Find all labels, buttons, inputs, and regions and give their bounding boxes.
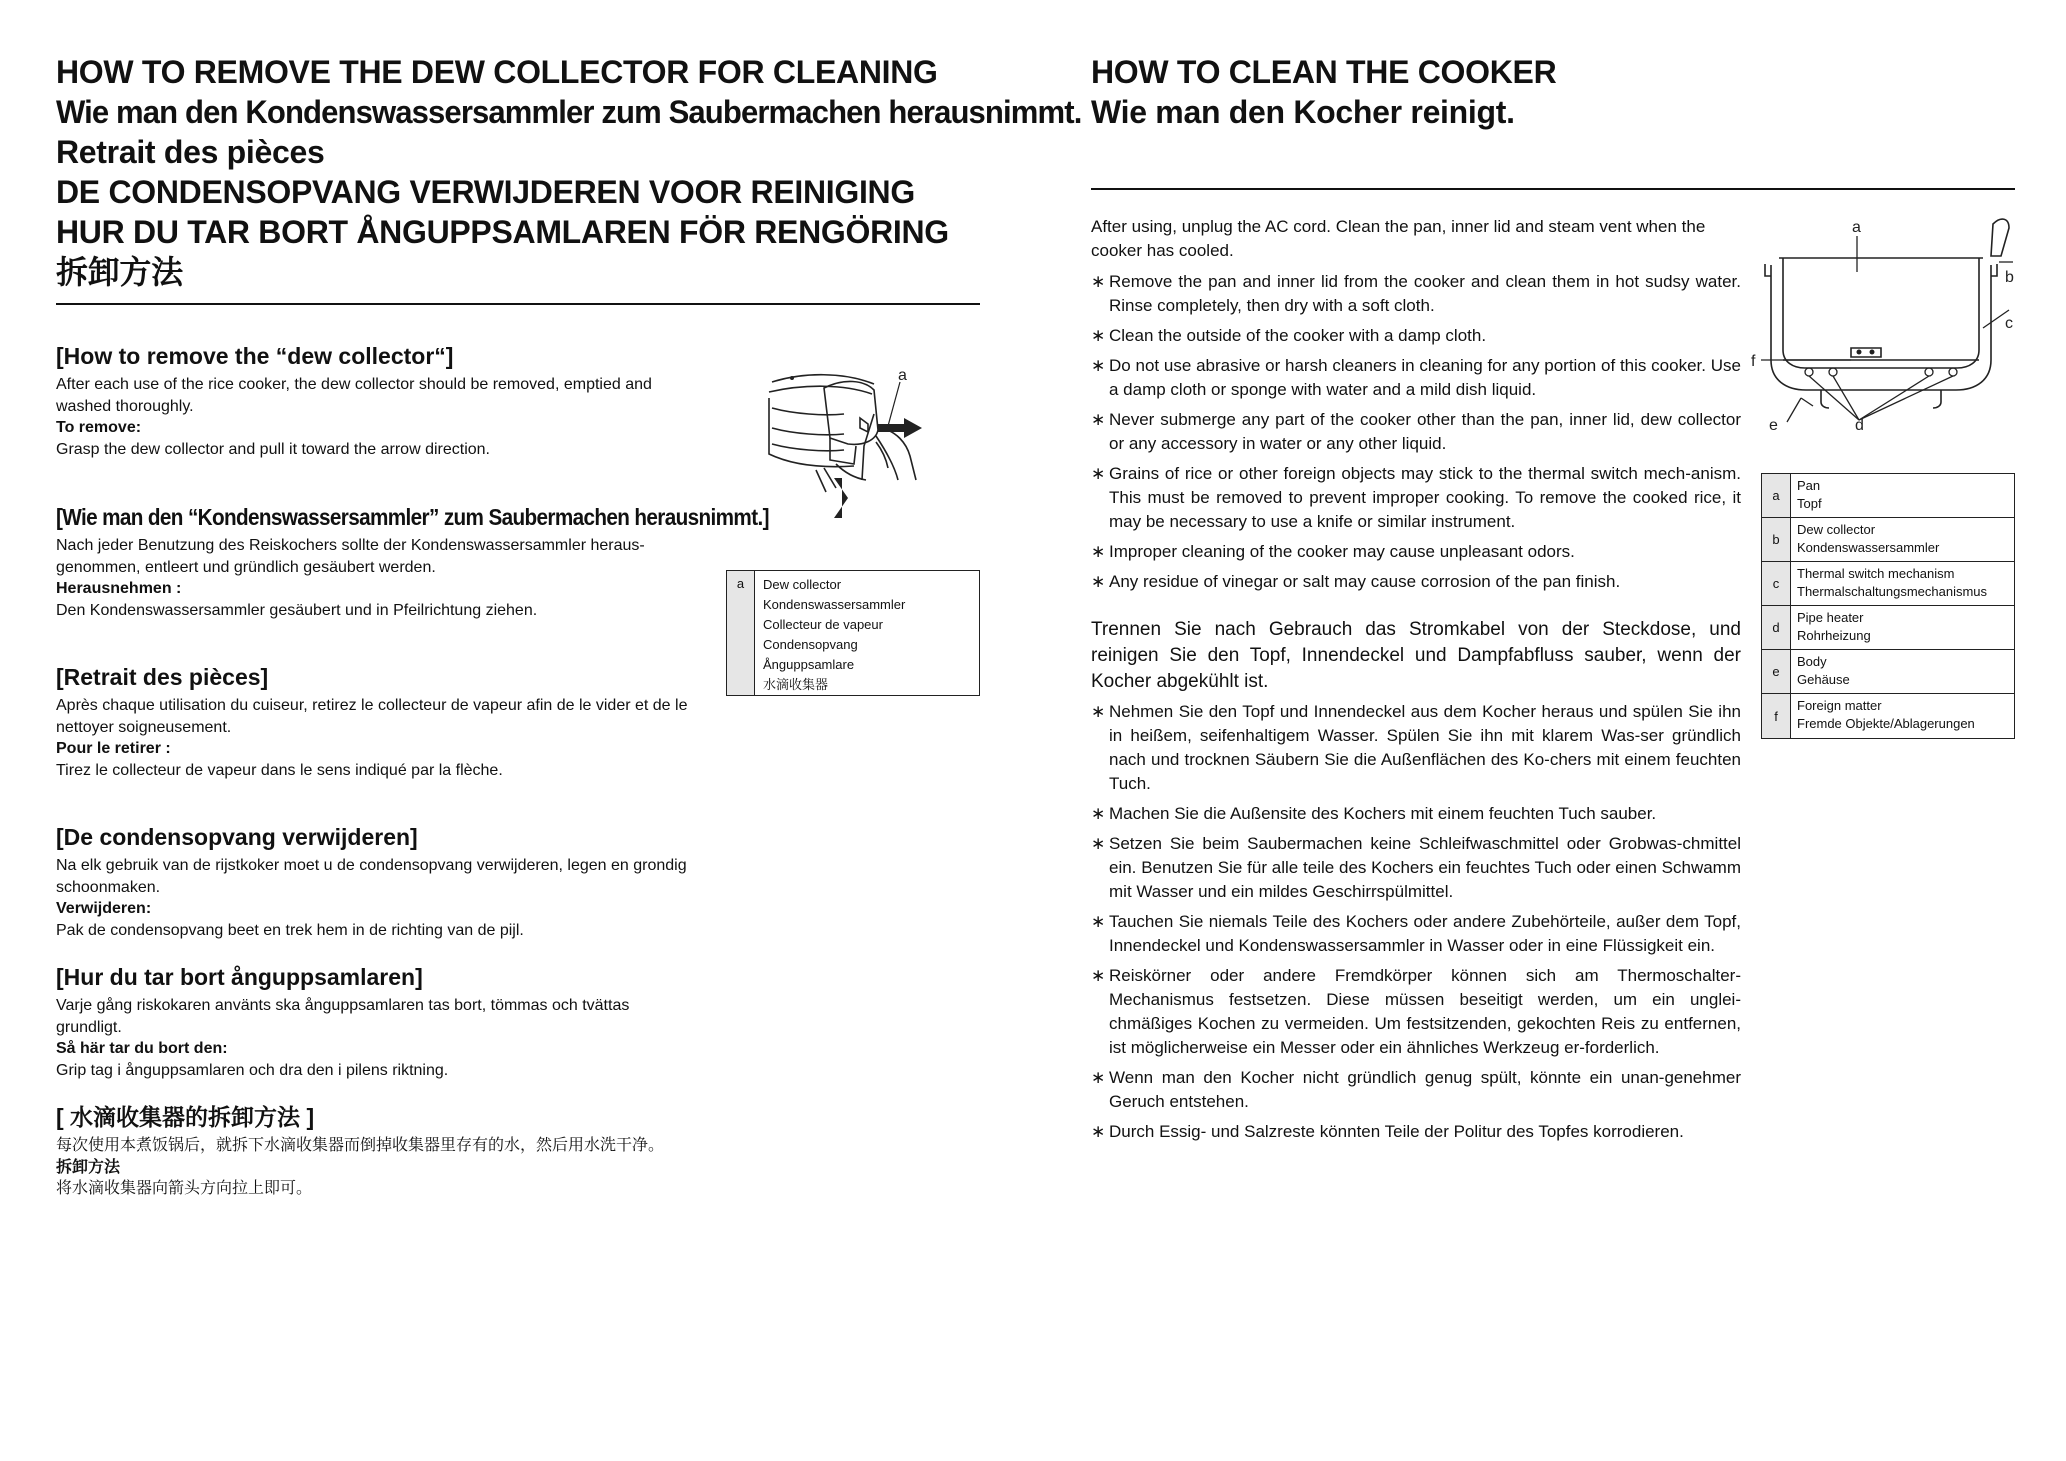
section-subheading: Så här tar du bort den: xyxy=(56,1040,228,1057)
section-body xyxy=(56,1135,696,1200)
section-body xyxy=(56,995,696,1081)
bullet-star-icon: ∗ xyxy=(1091,356,1106,375)
list-item: ∗ Any residue of vinegar or salt may cause corrosion of the pan finish. xyxy=(1091,570,1741,594)
section-de xyxy=(56,502,769,621)
bullet-star-icon: ∗ xyxy=(1091,410,1106,429)
part-names: Foreign matter Fremde Objekte/Ablagerungen xyxy=(1797,698,1975,731)
left-headings xyxy=(56,52,1082,292)
table-row xyxy=(1762,474,2014,518)
section-subheading: Pour le retirer : xyxy=(56,740,171,757)
legend-values xyxy=(755,571,913,695)
section-title: [ 水滴收集器的拆卸方法 ] xyxy=(56,1104,315,1130)
section-body xyxy=(56,855,696,941)
section-zh xyxy=(56,1102,696,1200)
heading-en: HOW TO REMOVE THE DEW COLLECTOR FOR CLEANING xyxy=(56,54,938,90)
list-item: ∗ Improper cleaning of the cooker may cause unpleasant odors. xyxy=(1091,540,1741,564)
table-row xyxy=(1762,694,2014,738)
intro-en: After using, unplug the AC cord. Clean the pan, inner lid and steam vent when the cooker has cooled. xyxy=(1091,217,1706,260)
legend-item: Condensopvang xyxy=(763,637,858,652)
intro-de: Trennen Sie nach Gebrauch das Stromkabel von der Steckdose, und reinigen Sie den Topf, Innendeckel und Dampfabfluss sauber, wenn der Kocher abgekühlt ist. xyxy=(1091,619,1741,692)
heading-sv: HUR DU TAR BORT ÅNGUPPSAMLAREN FÖR RENGÖRING xyxy=(56,214,949,250)
bullet-star-icon: ∗ xyxy=(1091,464,1106,483)
section-sv xyxy=(56,962,696,1081)
list-item: ∗ Reiskörner oder andere Fremdkörper können sich am Thermoschalter-Mechanismus festsetzen. Diese müssen beseitigt werden, um ein unglei-chmäßiges Kochen zu vermeiden. Um festsitzenden, gekochten Reis zu entfernen, ist möglicherweise ein Messer oder ein ähnliches Werkzeug er-forderlich. xyxy=(1091,966,1741,1057)
legend-key: a xyxy=(727,571,755,695)
bullet-star-icon: ∗ xyxy=(1091,542,1106,561)
bullets-en xyxy=(1091,270,1741,600)
parts-table xyxy=(1761,473,2015,739)
legend-item: Ånguppsamlare xyxy=(763,657,855,672)
part-names: Dew collector Kondenswassersammler xyxy=(1797,522,1940,555)
diagram-label-d: d xyxy=(1855,417,1864,434)
section-intro: Nach jeder Benutzung des Reiskochers sollte der Kondenswassersammler heraus-genommen, entleert und gründlich gesäubert werden. xyxy=(56,537,645,576)
list-item: ∗ Machen Sie die Außensite des Kochers mit einem feuchten Tuch sauber. xyxy=(1091,802,1741,826)
cooker-diagram xyxy=(1751,210,2015,436)
section-subheading: 拆卸方法 xyxy=(56,1158,121,1176)
bullet-star-icon: ∗ xyxy=(1091,326,1106,345)
section-title: [De condensopvang verwijderen] xyxy=(56,824,418,850)
diagram-label-b: b xyxy=(2005,269,2014,286)
diagram-label-a: a xyxy=(1852,219,1861,236)
legend-item: 水滴收集器 xyxy=(763,677,829,692)
section-en xyxy=(56,341,696,460)
table-row xyxy=(1762,606,2014,650)
section-title: [How to remove the “dew collector“] xyxy=(56,343,454,369)
section-intro: Après chaque utilisation du cuiseur, retirez le collecteur de vapeur afin de le vider et de le nettoyer soigneusement. xyxy=(56,697,688,736)
section-intro: Varje gång riskokaren använts ska ånguppsamlaren tas bort, tömmas och tvättas grundligt. xyxy=(56,997,630,1036)
section-intro: Na elk gebruik van de rijstkoker moet u de condensopvang verwijderen, legen en grondig schoonmaken. xyxy=(56,857,687,896)
bullet-star-icon: ∗ xyxy=(1091,272,1106,291)
part-names: Body Gehäuse xyxy=(1797,654,1850,687)
section-subheading: To remove: xyxy=(56,419,142,436)
bullet-star-icon: ∗ xyxy=(1091,966,1106,985)
legend-item: Dew collector xyxy=(763,577,842,592)
right-headings xyxy=(1091,52,2015,132)
list-item: ∗ Remove the pan and inner lid from the cooker and clean them in hot sudsy water. Rinse completely, then dry with a soft cloth. xyxy=(1091,272,1741,315)
legend-item: Collecteur de vapeur xyxy=(763,617,883,632)
bullet-star-icon: ∗ xyxy=(1091,702,1106,721)
list-item: ∗ Nehmen Sie den Topf und Innendeckel aus dem Kocher heraus und spülen Sie ihn in heißem, seifenhaltigem Wasser. Spülen Sie ihn mit klarem Was-ser gründlich nach und trocknen Säubern Sie die Außenflächen des Ko-chers mit einem feuchten Tuch. xyxy=(1091,702,1741,793)
part-names: Pan Topf xyxy=(1797,478,1822,511)
dew-collector-legend xyxy=(726,570,980,696)
table-row xyxy=(1762,562,2014,606)
grip-arrow-icon xyxy=(834,478,848,518)
section-body xyxy=(56,535,696,621)
section-title: [Wie man den “Kondenswassersammler” zum Saubermachen herausnimmt.] xyxy=(56,504,769,530)
section-nl xyxy=(56,822,696,941)
list-item: ∗ Tauchen Sie niemals Teile des Kochers oder andere Zubehörteile, außer dem Topf, Innendeckel und Kondenswassersammler in Wasser oder in eine Flüssigkeit ein. xyxy=(1091,912,1741,955)
list-item: ∗ Durch Essig- und Salzreste könnten Teile der Politur des Topfes korrodieren. xyxy=(1091,1120,1741,1144)
right-divider xyxy=(1091,188,2015,190)
list-item: ∗ Clean the outside of the cooker with a damp cloth. xyxy=(1091,324,1741,348)
list-item: ∗ Setzen Sie beim Saubermachen keine Schleifwaschmittel oder Grobwas-chmittel ein. Benutzen Sie für alle teile des Kochers ein feuchtes Tuch oder einen Schwamm mit Wasser und ein mildes Geschirrspülmittel. xyxy=(1091,834,1741,901)
heading-de: Wie man den Kocher reinigt. xyxy=(1091,94,1515,130)
part-key: c xyxy=(1762,562,1791,605)
section-title: [Hur du tar bort ånguppsamlaren] xyxy=(56,964,423,990)
bullet-star-icon: ∗ xyxy=(1091,1068,1106,1087)
section-intro: After each use of the rice cooker, the dew collector should be removed, emptied and washed thoroughly. xyxy=(56,376,652,415)
bullet-star-icon: ∗ xyxy=(1091,834,1106,853)
bullet-star-icon: ∗ xyxy=(1091,572,1106,591)
section-fr xyxy=(56,662,696,781)
table-row xyxy=(1762,650,2014,694)
list-item: ∗ Grains of rice or other foreign objects may stick to the thermal switch mech-anism. This must be removed to prevent improper cooking. To remove the cooked rice, it may be necessary to use a knife or similar instrument. xyxy=(1091,464,1741,531)
part-key: e xyxy=(1762,650,1791,693)
section-subheading: Herausnehmen : xyxy=(56,580,182,597)
diagram-label-f: f xyxy=(1751,353,1756,370)
list-item: ∗ Never submerge any part of the cooker other than the pan, inner lid, dew collector or any accessory in water or any other liquid. xyxy=(1091,410,1741,453)
part-key: b xyxy=(1762,518,1791,561)
section-title: [Retrait des pièces] xyxy=(56,664,269,690)
bullet-star-icon: ∗ xyxy=(1091,804,1106,823)
heading-fr: Retrait des pièces xyxy=(56,134,325,170)
lid-dot-icon xyxy=(790,376,794,380)
left-divider xyxy=(56,303,980,305)
section-intro: 每次使用本煮饭锅后，就拆下水滴收集器而倒掉收集器里存有的水，然后用水洗干净。 xyxy=(56,1137,665,1154)
dew-collector-illustration xyxy=(764,368,984,528)
part-key: f xyxy=(1762,694,1791,738)
diagram-label-e: e xyxy=(1769,417,1778,434)
heading-zh: 拆卸方法 xyxy=(56,254,183,290)
part-names: Pipe heater Rohrheizung xyxy=(1797,610,1871,643)
list-item: ∗ Do not use abrasive or harsh cleaners in cleaning for any portion of this cooker. Use a damp cloth or sponge with water and a mild dish liquid. xyxy=(1091,356,1741,399)
section-instruction: Grip tag i ånguppsamlaren och dra den i pilens riktning. xyxy=(56,1061,449,1079)
part-key: d xyxy=(1762,606,1791,649)
diagram-label-c: c xyxy=(2005,315,2013,332)
section-instruction: Den Kondenswassersammler gesäubert und in Pfeilrichtung ziehen. xyxy=(56,601,538,619)
table-row xyxy=(1762,518,2014,562)
section-instruction: Tirez le collecteur de vapeur dans le sens indiqué par la flèche. xyxy=(56,761,503,779)
heading-de: Wie man den Kondenswassersammler zum Saubermachen herausnimmt. xyxy=(56,94,1082,130)
bullet-star-icon: ∗ xyxy=(1091,912,1106,931)
section-instruction: Grasp the dew collector and pull it toward the arrow direction. xyxy=(56,440,490,458)
legend-item: Kondenswassersammler xyxy=(763,597,906,612)
part-key: a xyxy=(1762,474,1791,517)
section-subheading: Verwijderen: xyxy=(56,900,152,917)
section-body xyxy=(56,695,696,781)
bullets-de xyxy=(1091,700,1741,1150)
list-item: ∗ Wenn man den Kocher nicht gründlich genug spült, könnte ein unan-genehmer Geruch entstehen. xyxy=(1091,1068,1741,1111)
section-body xyxy=(56,374,696,460)
bullet-star-icon: ∗ xyxy=(1091,1122,1106,1141)
heading-en: HOW TO CLEAN THE COOKER xyxy=(1091,54,1557,90)
part-names: Thermal switch mechanism Thermalschaltungsmechanismus xyxy=(1797,566,1988,599)
section-instruction: 将水滴收集器向箭头方向拉上即可。 xyxy=(56,1180,313,1197)
figure-label-a: a xyxy=(898,368,907,384)
section-instruction: Pak de condensopvang beet en trek hem in de richting van de pijl. xyxy=(56,921,524,939)
pull-arrow-icon xyxy=(878,418,922,438)
heading-nl: DE CONDENSOPVANG VERWIJDEREN VOOR REINIGING xyxy=(56,174,915,210)
